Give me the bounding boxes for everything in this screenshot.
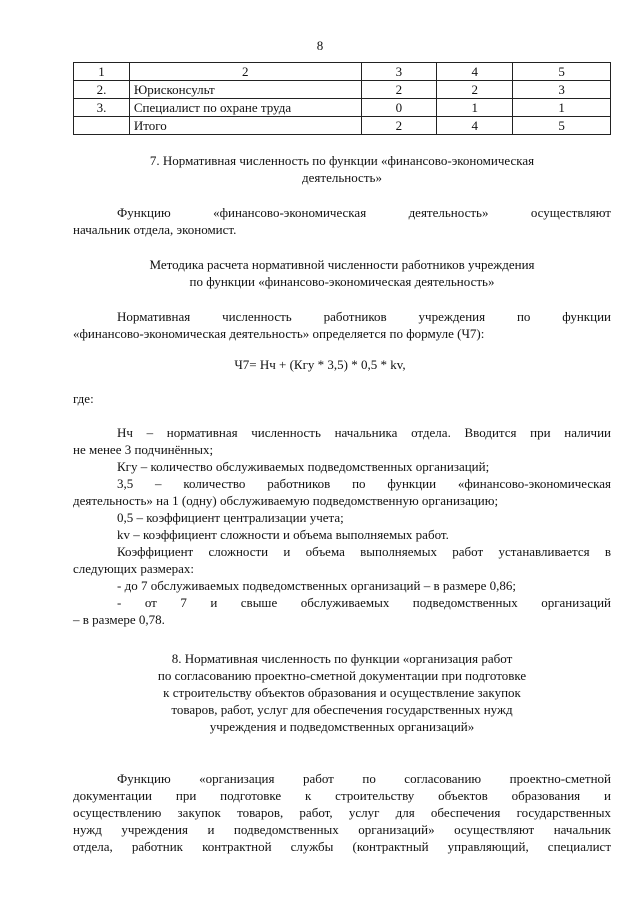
table-cell: 1 bbox=[513, 99, 611, 117]
paragraph-line: «финансово-экономическая деятельность» определяется по формуле (Ч7): bbox=[73, 326, 485, 341]
bullet-item: - до 7 обслуживаемых подведомственных организаций – в размере 0,86; bbox=[117, 578, 516, 593]
paragraph-line: 3,5 – количество работников по функции «финансово-экономическая bbox=[117, 476, 611, 491]
paragraph-line: Функцию «организация работ по согласованию проектно-сметной bbox=[117, 771, 611, 786]
paragraph-line: следующих размерах: bbox=[73, 561, 194, 576]
heading-line: 8. Нормативная численность по функции «организация работ bbox=[171, 651, 513, 666]
table-cell: 2 bbox=[361, 117, 437, 135]
paragraph-line: документации при подготовке к строительству объектов образования и bbox=[73, 788, 611, 803]
heading-line: Методика расчета нормативной численности работников учреждения bbox=[149, 257, 535, 272]
paragraph-line: Нч – нормативная численность начальника отдела. Вводится при наличии bbox=[117, 425, 611, 440]
heading-line: деятельность» bbox=[302, 170, 382, 185]
table-cell: 1 bbox=[437, 99, 513, 117]
heading-line: к строительству объектов образования и осуществление закупок bbox=[163, 685, 521, 700]
heading-line: 7. Нормативная численность по функции «финансово-экономическая bbox=[149, 153, 535, 168]
heading-line: по функции «финансово-экономическая деятельность» bbox=[189, 274, 495, 289]
section-7-heading bbox=[73, 152, 611, 186]
table-total-row bbox=[74, 117, 611, 135]
heading-line: товаров, работ, услуг для обеспечения государственных нужд bbox=[171, 702, 513, 717]
table-cell: 0 bbox=[361, 99, 437, 117]
table-cell bbox=[74, 117, 130, 135]
paragraph-line: начальник отдела, экономист. bbox=[73, 222, 237, 237]
paragraph-line: Кгу – количество обслуживаемых подведомственных организаций; bbox=[117, 459, 490, 474]
paragraph-line: Функцию «финансово-экономическая деятельность» осуществляют bbox=[117, 205, 611, 220]
staff-table bbox=[73, 62, 611, 135]
table-header-cell: 4 bbox=[437, 63, 513, 81]
table-header-cell: 1 bbox=[74, 63, 130, 81]
paragraph-line: отдела, работник контрактной службы (контрактный управляющий, специалист bbox=[73, 839, 611, 854]
paragraph-line: деятельность» на 1 (одну) обслуживаемую подведомственную организацию; bbox=[73, 493, 499, 508]
section-8-paragraph bbox=[73, 770, 611, 855]
formula-definition bbox=[73, 308, 611, 342]
heading-line: учреждения и подведомственных организаций» bbox=[209, 719, 475, 734]
table-header-cell: 2 bbox=[129, 63, 361, 81]
table-cell: Юрисконсульт bbox=[129, 81, 361, 99]
paragraph-line: kv – коэффициент сложности и объема выполняемых работ. bbox=[117, 527, 449, 542]
table-cell: 2 bbox=[437, 81, 513, 99]
table-header-row bbox=[74, 63, 611, 81]
where-label: где: bbox=[73, 391, 94, 406]
bullet-item: - от 7 и свыше обслуживаемых подведомственных организаций bbox=[117, 595, 611, 610]
table-cell: 3 bbox=[513, 81, 611, 99]
table-header-cell: 3 bbox=[361, 63, 437, 81]
paragraph-line: 0,5 – коэффициент централизации учета; bbox=[117, 510, 344, 525]
heading-line: по согласованию проектно-сметной документации при подготовке bbox=[157, 668, 527, 683]
section-8-heading bbox=[73, 650, 611, 735]
table-row bbox=[74, 99, 611, 117]
table-cell: 2. bbox=[74, 81, 130, 99]
paragraph-line: Коэффициент сложности и объема выполняемых работ устанавливается в bbox=[117, 544, 611, 559]
table-cell: 5 bbox=[513, 117, 611, 135]
page-number: 8 bbox=[316, 38, 324, 53]
method-heading bbox=[73, 256, 611, 290]
paragraph-line: – в размере 0,78. bbox=[73, 612, 165, 627]
section-7-paragraph bbox=[73, 204, 611, 238]
table-row bbox=[74, 81, 611, 99]
paragraph-line: осуществлению закупок товаров, работ, услуг для обеспечения государственных bbox=[73, 805, 611, 820]
paragraph-line: Нормативная численность работников учреждения по функции bbox=[117, 309, 611, 324]
formula: Ч7= Нч + (Кгу * 3,5) * 0,5 * kv, bbox=[234, 357, 406, 372]
table-cell: Специалист по охране труда bbox=[129, 99, 361, 117]
table-cell: 4 bbox=[437, 117, 513, 135]
variables-list bbox=[73, 424, 611, 628]
table-cell: Итого bbox=[129, 117, 361, 135]
table-cell: 3. bbox=[74, 99, 130, 117]
paragraph-line: нужд учреждения и подведомственных организаций» осуществляют начальник bbox=[73, 822, 611, 837]
paragraph-line: не менее 3 подчинённых; bbox=[73, 442, 214, 457]
table-header-cell: 5 bbox=[513, 63, 611, 81]
table-cell: 2 bbox=[361, 81, 437, 99]
